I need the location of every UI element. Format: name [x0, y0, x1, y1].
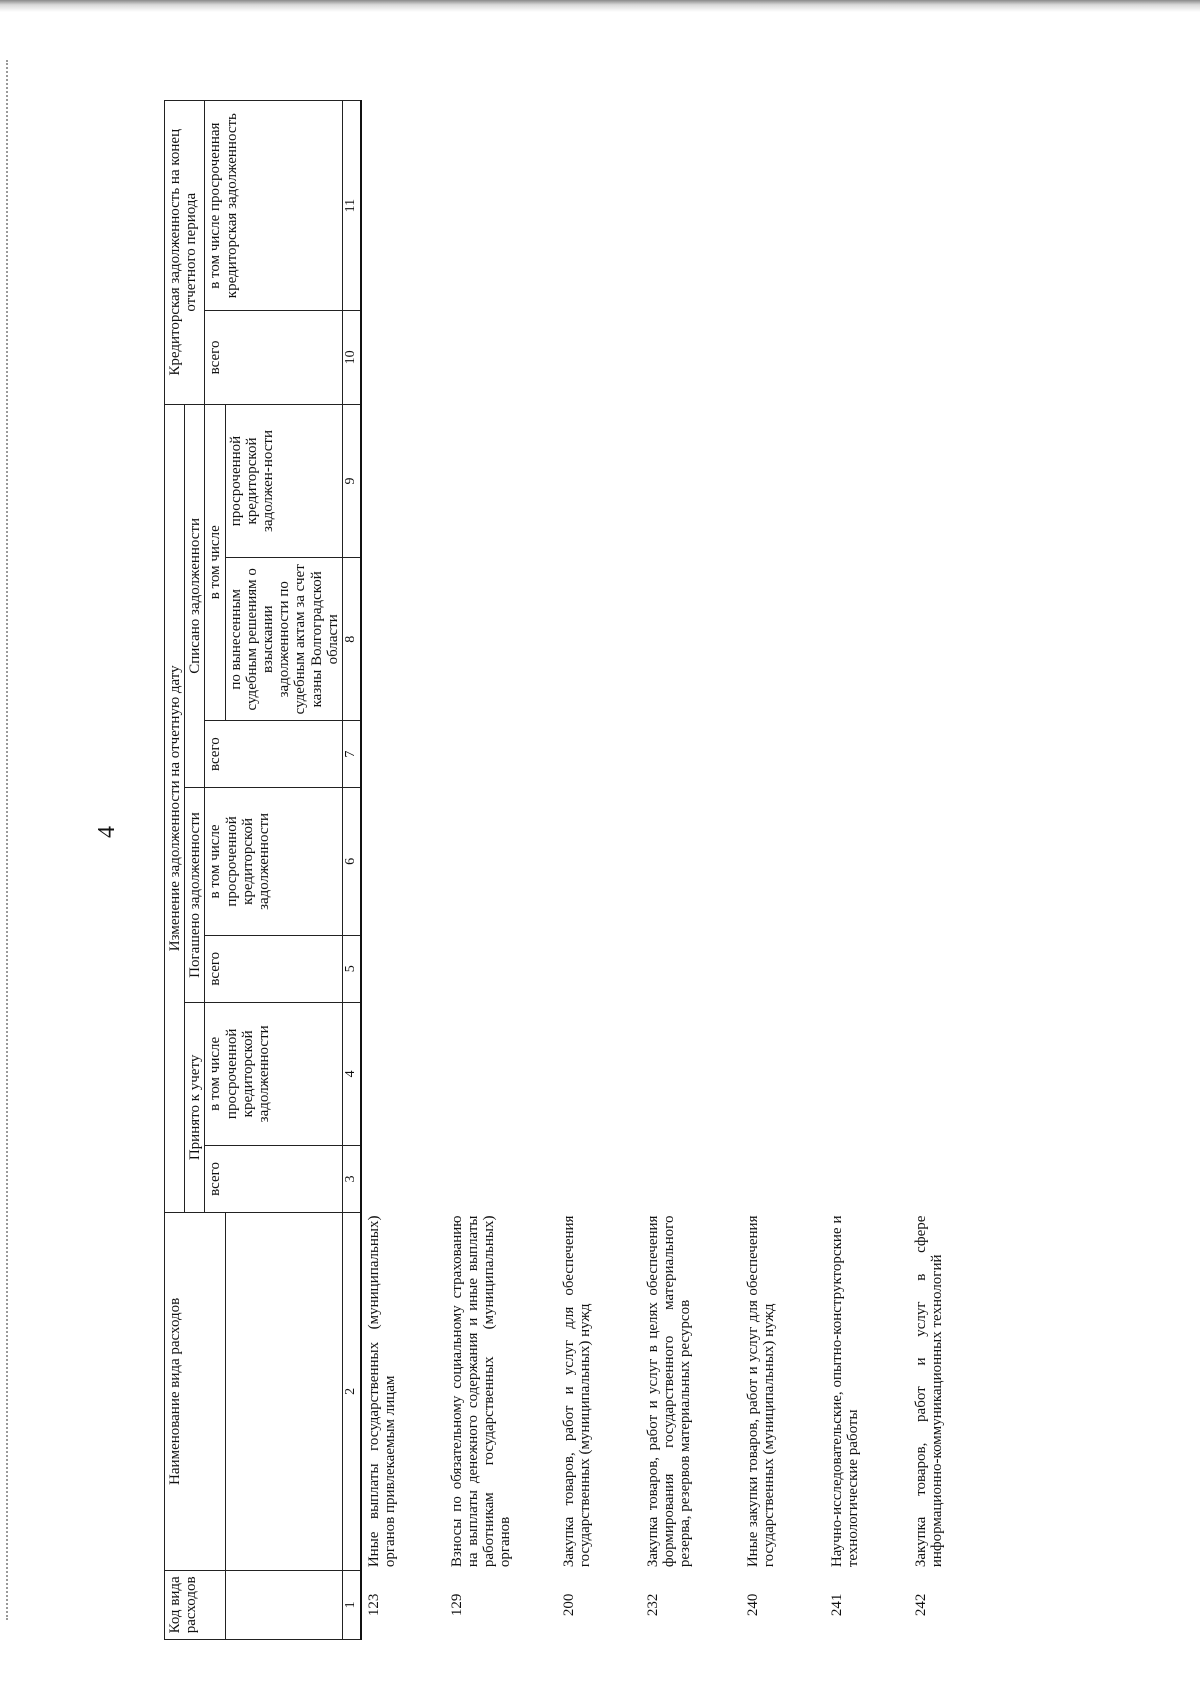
scan-edge [0, 0, 1200, 12]
header-written-off-incl: в том числе [205, 404, 225, 721]
table-row [445, 101, 557, 1640]
row-values-empty [361, 101, 445, 1213]
page-number: 4 [94, 826, 120, 838]
table-row [641, 101, 741, 1640]
header-accepted-overdue: в том числе просроченной кредиторской задолженности [205, 1002, 343, 1145]
row-code: 240 [744, 1593, 761, 1617]
row-values-empty [909, 101, 989, 1213]
table-body [342, 101, 989, 1640]
row-name: Закупка товаров, работ и услуг для обеспечения государственных (муниципальных) нужд [560, 1215, 594, 1568]
row-values-empty [825, 101, 909, 1213]
row-name: Научно-исследовательские, опытно-конструкторские и технологические работы [828, 1215, 862, 1568]
header-court-decisions: по вынесенным судебным решениям о взыскании задолженности по судебным актам за счет казны Волгоградской области [225, 558, 342, 721]
header-spacer-1 [225, 1570, 342, 1639]
header-repaid-overdue: в том числе просроченной кредиторской задолженности [205, 788, 343, 935]
column-number: 9 [342, 404, 361, 558]
row-code: 242 [912, 1593, 929, 1617]
row-code: 200 [560, 1593, 577, 1617]
header-repaid-total: всего [205, 935, 343, 1002]
header-change-group: Изменение задолженности на отчетную дату [165, 404, 185, 1213]
row-code: 123 [365, 1593, 382, 1617]
header-accepted-total: всего [205, 1145, 343, 1212]
row-values-empty [445, 101, 557, 1213]
table-row [361, 101, 445, 1640]
header-written-off: Списано задолженности [185, 404, 205, 788]
row-values-empty [557, 101, 641, 1213]
row-name: Иные закупки товаров, работ и услуг для обеспечения государственных (муниципальных) нужд [744, 1215, 778, 1568]
column-number: 6 [342, 788, 361, 935]
column-number: 4 [342, 1002, 361, 1145]
table-row [741, 101, 825, 1640]
scan-edge-dots [6, 60, 12, 1620]
payables-table [164, 100, 989, 1640]
column-number: 11 [342, 101, 361, 311]
row-code: 232 [644, 1593, 661, 1617]
row-code: 241 [828, 1593, 845, 1617]
column-number: 1 [342, 1570, 361, 1639]
header-end-group: Кредиторская задолженность на конец отчетного периода [165, 101, 205, 405]
table-row [909, 101, 989, 1640]
header-written-off-overdue: просроченной кредиторской задолжен-ности [225, 404, 342, 558]
header-name: Наименование вида расходов [165, 1213, 226, 1571]
row-name: Взносы по обязательному социальному страхованию на выплаты денежного содержания и иные выплаты работникам государственных (муниципальных) органов [448, 1215, 514, 1568]
column-number: 7 [342, 721, 361, 788]
column-number: 8 [342, 558, 361, 721]
header-end-overdue: в том числе просроченная кредиторская задолженность [205, 101, 343, 311]
header-repaid: Погашено задолженности [185, 788, 205, 1003]
column-number: 10 [342, 311, 361, 404]
column-number: 2 [342, 1213, 361, 1571]
row-code: 129 [448, 1593, 465, 1617]
row-name: Иные выплаты государственных (муниципальных) органов привлекаемым лицам [365, 1215, 399, 1568]
table-row [825, 101, 909, 1640]
row-name: Закупка товаров, работ и услуг в целях обеспечения формирования государственного материального резерва, резервов материальных ресурсов [644, 1215, 694, 1568]
header-spacer-2 [225, 1213, 342, 1571]
header-accepted: Принято к учету [185, 1002, 205, 1212]
rotated-table-container [164, 100, 1200, 1640]
row-values-empty [741, 101, 825, 1213]
row-values-empty [641, 101, 741, 1213]
header-end-total: всего [205, 311, 343, 404]
column-number-row [342, 101, 361, 1640]
table-row [557, 101, 641, 1640]
header-written-off-total: всего [205, 721, 343, 788]
row-name: Закупка товаров, работ и услуг в сфере информационно-коммуникационных технологий [912, 1215, 946, 1568]
column-number: 3 [342, 1145, 361, 1212]
header-code: Код вида расходов [165, 1570, 226, 1639]
column-number: 5 [342, 935, 361, 1002]
